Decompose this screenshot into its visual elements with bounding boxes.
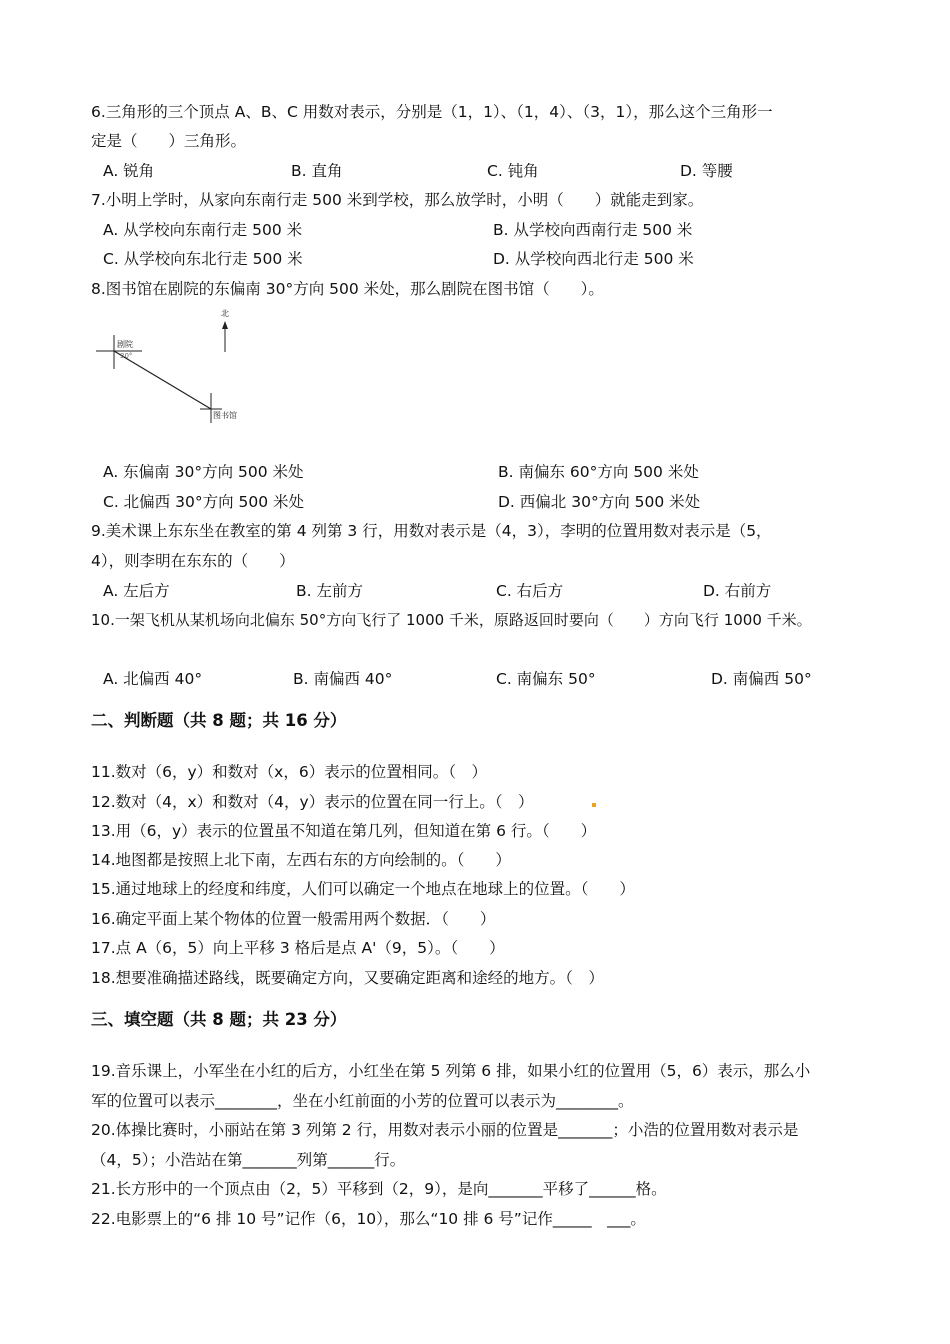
q19-text-line1: 19.音乐课上，小军坐在小红的后方，小红坐在第 5 列第 6 排，如果小红的位置用（5，6）表示，那么小 <box>91 1062 811 1080</box>
q14-text: 14.地图都是按照上北下南，左西右东的方向绘制的。（ ） <box>91 851 511 869</box>
q6-option-d: D. 等腰 <box>680 162 733 180</box>
q21-text: 21.长方形中的一个顶点由（2，5）平移到（2，9），是向_______平移了______格。 <box>91 1180 667 1198</box>
q10-text: 10.一架飞机从某机场向北偏东 50°方向飞行了 1000 千米，原路返回时要向（ ）方向飞行 1000 千米。 <box>91 611 812 629</box>
angle-label: 30° <box>120 352 133 360</box>
q16-text: 16.确定平面上某个物体的位置一般需用两个数据．（ ） <box>91 910 496 928</box>
q8-text: 8.图书馆在剧院的东偏南 30°方向 500 米处，那么剧院在图书馆（ ）。 <box>91 280 604 298</box>
q22-text: 22.电影票上的“6 排 10 号”记作（6，10），那么“10 排 6 号”记作_____ ___。 <box>91 1210 646 1228</box>
q6-text-line2: 定是（ ）三角形。 <box>91 132 247 150</box>
q17-text: 17.点 A（6，5）向上平移 3 格后是点 A'（9，5）。（ ） <box>91 939 505 957</box>
q6-option-a: A. 锐角 <box>103 162 155 180</box>
q6-option-c: C. 钝角 <box>487 162 539 180</box>
q7-text: 7.小明上学时，从家向东南行走 500 米到学校，那么放学时，小明（ ）就能走到家。 <box>91 191 704 209</box>
q7-option-d: D. 从学校向西北行走 500 米 <box>493 250 694 268</box>
q10-option-d: D. 南偏西 50° <box>711 670 812 688</box>
q18-text: 18.想要准确描述路线，既要确定方向，又要确定距离和途经的地方。（ ） <box>91 969 604 987</box>
q10-option-c: C. 南偏东 50° <box>496 670 596 688</box>
q8-direction-figure <box>90 305 260 430</box>
q19-text-line2: 军的位置可以表示________，坐在小红前面的小芳的位置可以表示为________。 <box>91 1092 634 1110</box>
q20-text-line2: （4，5）；小浩站在第_______列第______行。 <box>91 1151 406 1169</box>
q7-option-b: B. 从学校向西南行走 500 米 <box>493 221 693 239</box>
library-label: 图书馆 <box>213 411 237 420</box>
q10-option-b: B. 南偏西 40° <box>293 670 393 688</box>
q9-text-line2: 4），则李明在东东的（ ） <box>91 552 295 570</box>
q9-option-a: A. 左后方 <box>103 582 170 600</box>
q11-text: 11.数对（6，y）和数对（x，6）表示的位置相同。（ ） <box>91 763 487 781</box>
q15-text: 15.通过地球上的经度和纬度，人们可以确定一个地点在地球上的位置。（ ） <box>91 880 635 898</box>
q8-option-d: D. 西偏北 30°方向 500 米处 <box>498 493 701 511</box>
stray-dot <box>592 803 596 807</box>
q20-text-line1: 20.体操比赛时，小丽站在第 3 列第 2 行，用数对表示小丽的位置是_______；小浩的位置用数对表示是 <box>91 1121 799 1139</box>
q9-option-c: C. 右后方 <box>496 582 564 600</box>
q7-option-c: C. 从学校向东北行走 500 米 <box>103 250 303 268</box>
q6-option-b: B. 直角 <box>291 162 343 180</box>
q8-option-a: A. 东偏南 30°方向 500 米处 <box>103 463 304 481</box>
north-arrow-head <box>222 321 228 329</box>
q9-option-d: D. 右前方 <box>703 582 772 600</box>
q8-option-c: C. 北偏西 30°方向 500 米处 <box>103 493 305 511</box>
q8-option-b: B. 南偏东 60°方向 500 米处 <box>498 463 699 481</box>
q9-text-line1: 9.美术课上东东坐在教室的第 4 列第 3 行，用数对表示是（4，3），李明的位置用数对表示是（5， <box>91 522 772 540</box>
section2-title: 二、判断题（共 8 题；共 16 分） <box>91 711 347 730</box>
q7-option-a: A. 从学校向东南行走 500 米 <box>103 221 303 239</box>
q6-text-line1: 6.三角形的三个顶点 A、B、C 用数对表示，分别是（1，1）、（1，4）、（3，1），那么这个三角形一 <box>91 103 773 121</box>
north-label: 北 <box>221 309 229 318</box>
q10-option-a: A. 北偏西 40° <box>103 670 203 688</box>
q12-text: 12.数对（4，x）和数对（4，y）表示的位置在同一行上。（ ） <box>91 793 534 811</box>
section3-title: 三、填空题（共 8 题；共 23 分） <box>91 1010 347 1029</box>
q9-option-b: B. 左前方 <box>296 582 363 600</box>
theater-label: 剧院 <box>117 340 133 349</box>
q13-text: 13.用（6，y）表示的位置虽不知道在第几列，但知道在第 6 行。（ ） <box>91 822 597 840</box>
